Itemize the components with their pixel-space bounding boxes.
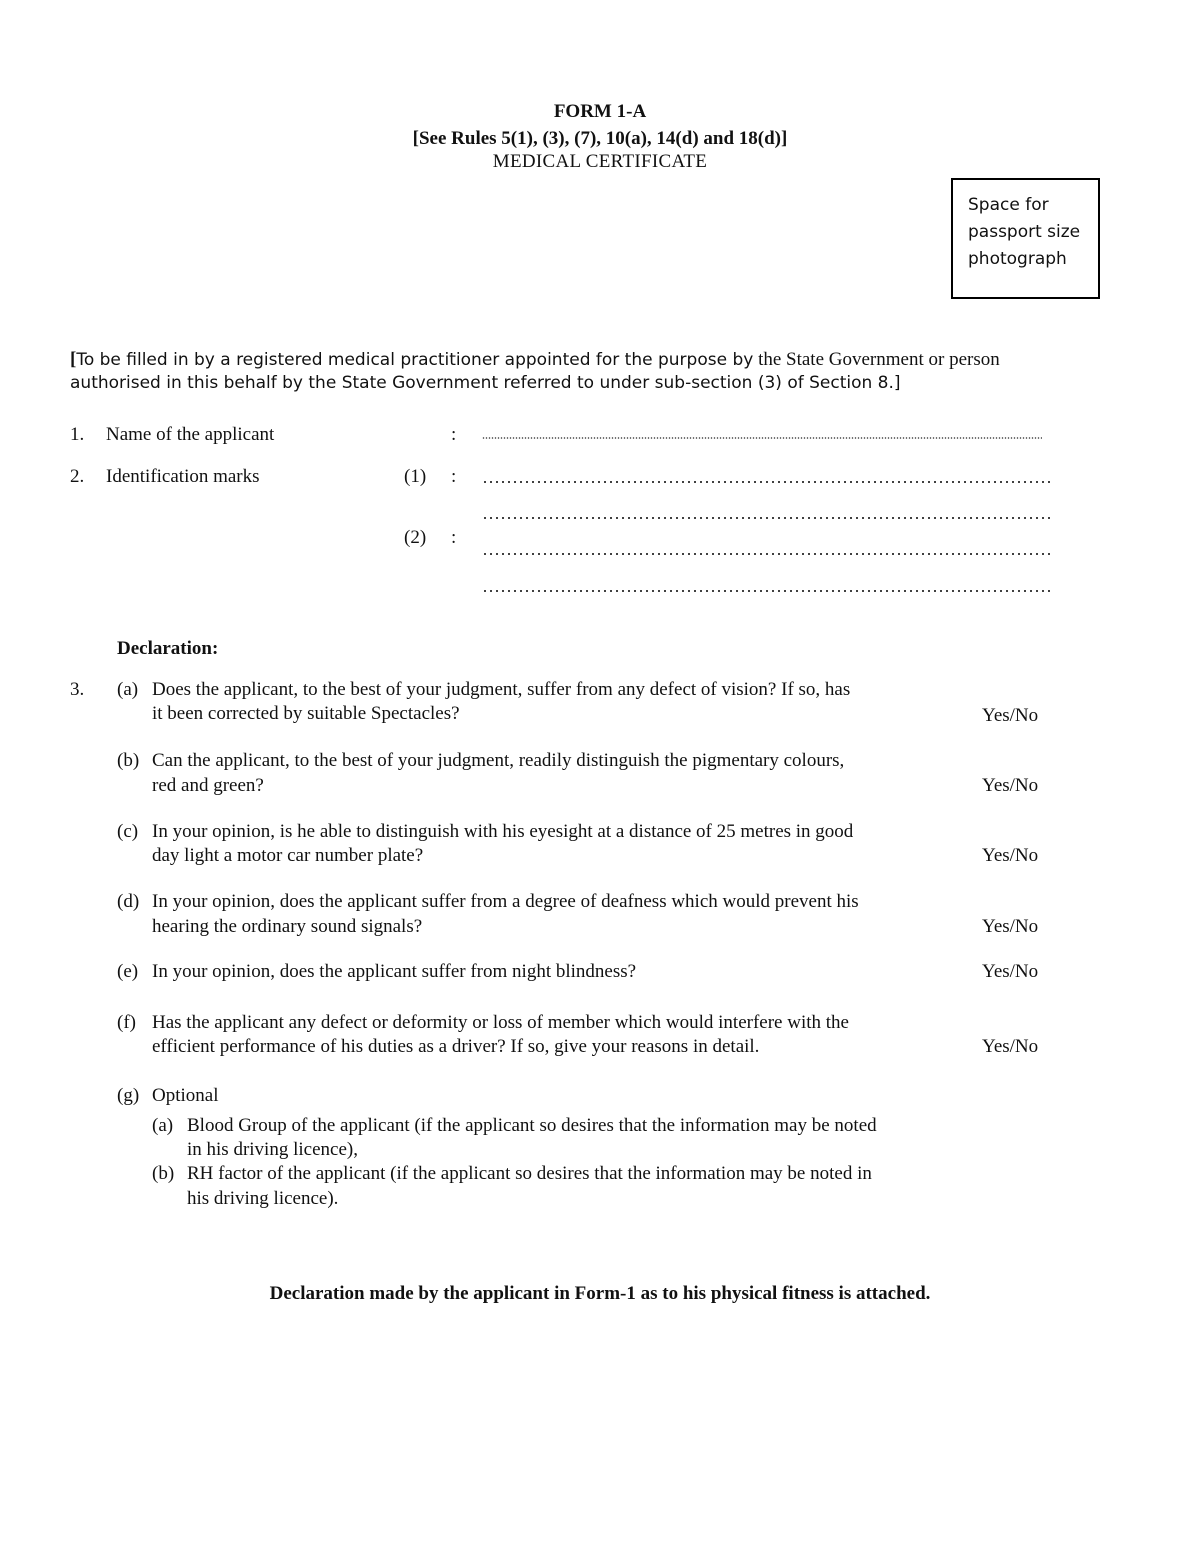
- question-number-3: 3.: [70, 679, 85, 700]
- optional-a-text-1: Blood Group of the applicant (if the applicant so desires that the information may be noted: [187, 1115, 877, 1136]
- passport-photo-label: Space for passport size photograph: [968, 195, 1081, 269]
- name-label: Name of the applicant: [106, 424, 275, 445]
- identification-label: Identification marks: [106, 466, 260, 487]
- optional-a-text-2: in his driving licence),: [187, 1139, 358, 1160]
- optional-b-text-2: his driving licence).: [187, 1188, 339, 1209]
- identification-input-line-3[interactable]: [482, 553, 1052, 555]
- question-b-answer[interactable]: Yes/No: [982, 775, 1039, 796]
- question-a-letter: (a): [117, 679, 139, 700]
- identification-sub-2: (2): [404, 527, 427, 548]
- question-d-text-1: In your opinion, does the applicant suffer from a degree of deafness which would prevent his: [152, 891, 859, 912]
- question-b-letter: (b): [117, 750, 140, 771]
- instructions-text-sans: To be filled in by a registered medical practitioner appointed for the purpose by: [76, 350, 754, 370]
- rules-reference: [See Rules 5(1), (3), (7), 10(a), 14(d) and 18(d)]: [412, 128, 788, 149]
- field-number-1: 1.: [70, 424, 85, 445]
- identification-input-line-4[interactable]: [482, 590, 1052, 592]
- optional-b-letter: (b): [152, 1163, 175, 1184]
- identification-input-line-1[interactable]: [482, 481, 1052, 483]
- optional-letter: (g): [117, 1085, 140, 1106]
- instructions-line-1: [70, 350, 1000, 369]
- declaration-heading: Declaration:: [117, 638, 219, 659]
- passport-photo-box[interactable]: [951, 178, 1100, 299]
- question-e-text-1: In your opinion, does the applicant suffer from night blindness?: [152, 961, 637, 982]
- certificate-title: MEDICAL CERTIFICATE: [492, 151, 708, 172]
- question-a-text-2: it been corrected by suitable Spectacles?: [152, 703, 460, 724]
- identification-colon-2: :: [451, 527, 457, 548]
- name-input-line[interactable]: [482, 437, 1042, 439]
- question-d-text-2: hearing the ordinary sound signals?: [152, 916, 423, 937]
- form-number: FORM 1-A: [553, 101, 647, 122]
- question-c-answer[interactable]: Yes/No: [982, 845, 1039, 866]
- identification-input-line-2[interactable]: [482, 517, 1052, 519]
- footer-declaration: Declaration made by the applicant in Form-1 as to his physical fitness is attached.: [269, 1283, 931, 1304]
- field-number-2: 2.: [70, 466, 85, 487]
- question-c-text-2: day light a motor car number plate?: [152, 845, 424, 866]
- question-b-text-1: Can the applicant, to the best of your judgment, readily distinguish the pigmentary colours,: [152, 750, 845, 771]
- question-a-answer[interactable]: Yes/No: [982, 705, 1039, 726]
- question-c-text-1: In your opinion, is he able to distinguish with his eyesight at a distance of 25 metres in good: [152, 821, 854, 842]
- question-f-text-2: efficient performance of his duties as a driver? If so, give your reasons in detail.: [152, 1036, 760, 1057]
- instructions-line-2: authorised in this behalf by the State Government referred to under sub-section (3) of Section 8.]: [70, 373, 901, 393]
- question-d-answer[interactable]: Yes/No: [982, 916, 1039, 937]
- identification-colon-1: :: [451, 466, 457, 487]
- question-f-answer[interactable]: Yes/No: [982, 1036, 1039, 1057]
- question-f-letter: (f): [117, 1012, 136, 1033]
- question-f-text-1: Has the applicant any defect or deformity or loss of member which would interfere with the: [152, 1012, 849, 1033]
- optional-b-text-1: RH factor of the applicant (if the applicant so desires that the information may be noted in: [187, 1163, 872, 1184]
- question-c-letter: (c): [117, 821, 139, 842]
- question-e-letter: (e): [117, 961, 139, 982]
- optional-label: Optional: [152, 1085, 219, 1106]
- instructions-text-serif: the State Government or person: [758, 349, 1000, 370]
- question-a-text-1: Does the applicant, to the best of your judgment, suffer from any defect of vision? If so, has: [152, 679, 851, 700]
- question-e-answer[interactable]: Yes/No: [982, 961, 1039, 982]
- optional-a-letter: (a): [152, 1115, 174, 1136]
- question-b-text-2: red and green?: [152, 775, 264, 796]
- name-colon: :: [451, 424, 457, 445]
- identification-sub-1: (1): [404, 466, 427, 487]
- instructions-bracket: [: [70, 349, 77, 370]
- question-d-letter: (d): [117, 891, 140, 912]
